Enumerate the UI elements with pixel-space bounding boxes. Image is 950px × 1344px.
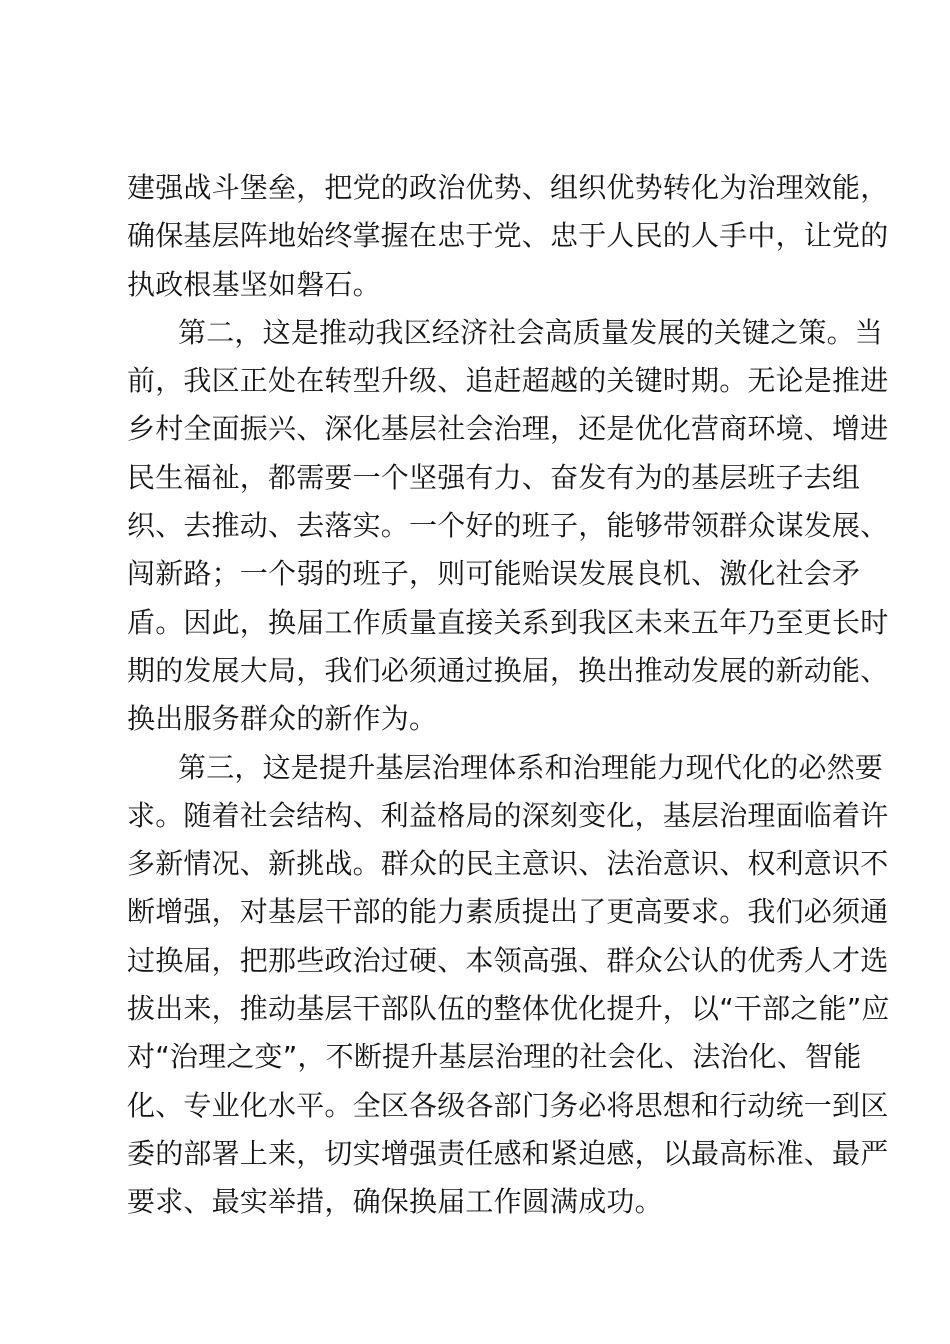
text-line: 盾。因此，换届工作质量直接关系到我区未来五年乃至更长时 (127, 605, 889, 639)
text-line: 多新情况、新挑战。群众的民主意识、法治意识、权利意识不 (127, 847, 889, 881)
paragraph-start-line: 第三，这是提升基层治理体系和治理能力现代化的必然要 (178, 750, 884, 784)
text-line: 要求、最实举措，确保换届工作圆满成功。 (127, 1185, 663, 1219)
text-line: 期的发展大局，我们必须通过换届，换出推动发展的新动能、 (127, 653, 889, 687)
text-line: 换出服务群众的新作为。 (127, 702, 438, 736)
body-text (127, 164, 890, 1227)
text-line: 民生福祉，都需要一个坚强有力、奋发有为的基层班子去组 (127, 460, 861, 494)
text-line: 前，我区正处在转型升级、追赶超越的关键时期。无论是推进 (127, 364, 889, 398)
text-line: 闯新路；一个弱的班子，则可能贻误发展良机、激化社会矛 (127, 557, 861, 591)
text-line: 织、去推动、去落实。一个好的班子，能够带领群众谋发展、 (127, 509, 889, 543)
text-line: 执政根基坚如磐石。 (127, 267, 381, 301)
text-line: 乡村全面振兴、深化基层社会治理，还是优化营商环境、增进 (127, 412, 889, 446)
text-line: 对“治理之变”，不断提升基层治理的社会化、法治化、智能 (127, 1040, 862, 1074)
text-line: 化、专业化水平。全区各级各部门务必将思想和行动统一到区 (127, 1088, 889, 1122)
text-line: 求。随着社会结构、利益格局的深刻变化，基层治理面临着许 (127, 798, 889, 832)
text-line: 建强战斗堡垒，把党的政治优势、组织优势转化为治理效能， (127, 171, 889, 204)
text-line: 断增强，对基层干部的能力素质提出了更高要求。我们必须通 (127, 895, 889, 929)
text-line: 确保基层阵地始终掌握在忠于党、忠于人民的人手中，让党的 (127, 219, 889, 253)
text-line: 过换届，把那些政治过硬、本领高强、群众公认的优秀人才选 (127, 943, 889, 977)
paragraph-start-line: 第二，这是推动我区经济社会高质量发展的关键之策。当 (178, 315, 884, 349)
text-line: 拔出来，推动基层干部队伍的整体优化提升，以“干部之能”应 (127, 992, 890, 1026)
text-line: 委的部署上来，切实增强责任感和紧迫感，以最高标准、最严 (127, 1136, 889, 1170)
